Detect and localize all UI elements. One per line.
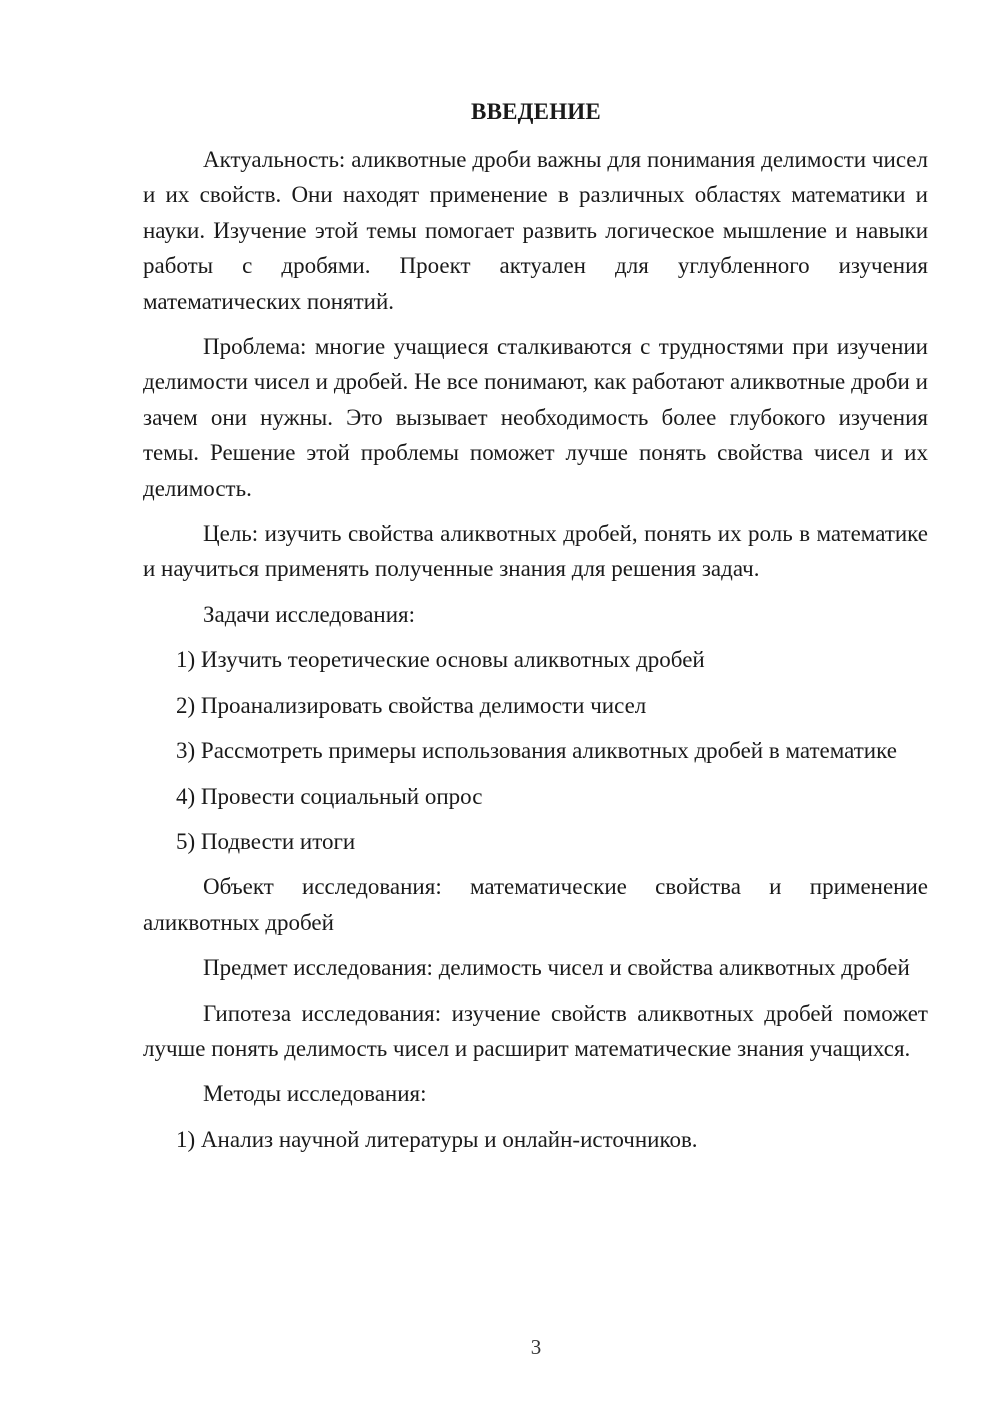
paragraph-object: Объект исследования: математические свойства и применение аликвотных дробей — [143, 874, 928, 935]
paragraph-subject: Предмет исследования: делимость чисел и свойства аликвотных дробей — [203, 955, 910, 981]
list-item-task-4: 4) Провести социальный опрос — [176, 783, 483, 809]
paragraph-methods-title: Методы исследования: — [203, 1081, 427, 1107]
list-item-method-1: 1) Анализ научной литературы и онлайн-источников. — [176, 1126, 698, 1152]
paragraph-relevance: Актуальность: аликвотные дроби важны для понимания делимости чисел и их свойств. Они находят применение в различных областях математики и науки. Изучение этой темы помогает развить логическое мышление и навыки работы с дробями. Проект актуален для углубленного изучения математических понятий. — [143, 147, 928, 314]
section-heading: ВВЕДЕНИЕ — [471, 99, 601, 124]
page-number: 3 — [530, 1335, 542, 1359]
list-item-task-1: 1) Изучить теоретические основы аликвотных дробей — [176, 647, 705, 673]
paragraph-tasks-title: Задачи исследования: — [203, 601, 416, 627]
paragraph-problem: Проблема: многие учащиеся сталкиваются с трудностями при изучении делимости чисел и дробей. Не все понимают, как работают аликвотные дроби и зачем они нужны. Это вызывает необходимость более глубокого изучения темы. Решение этой проблемы поможет лучше понять свойства чисел и их делимость. — [143, 334, 928, 501]
list-item-task-5: 5) Подвести итоги — [176, 828, 356, 854]
body-text — [143, 142, 928, 1157]
list-item-task-2: 2) Проанализировать свойства делимости чисел — [176, 692, 647, 718]
list-item-task-3: 3) Рассмотреть примеры использования аликвотных дробей в математике — [176, 738, 897, 764]
paragraph-goal: Цель: изучить свойства аликвотных дробей, понять их роль в математике и научиться применять полученные знания для решения задач. — [143, 521, 928, 582]
paragraph-hypothesis: Гипотеза исследования: изучение свойств аликвотных дробей поможет лучше понять делимость чисел и расширит математические знания учащихся. — [143, 1000, 928, 1061]
